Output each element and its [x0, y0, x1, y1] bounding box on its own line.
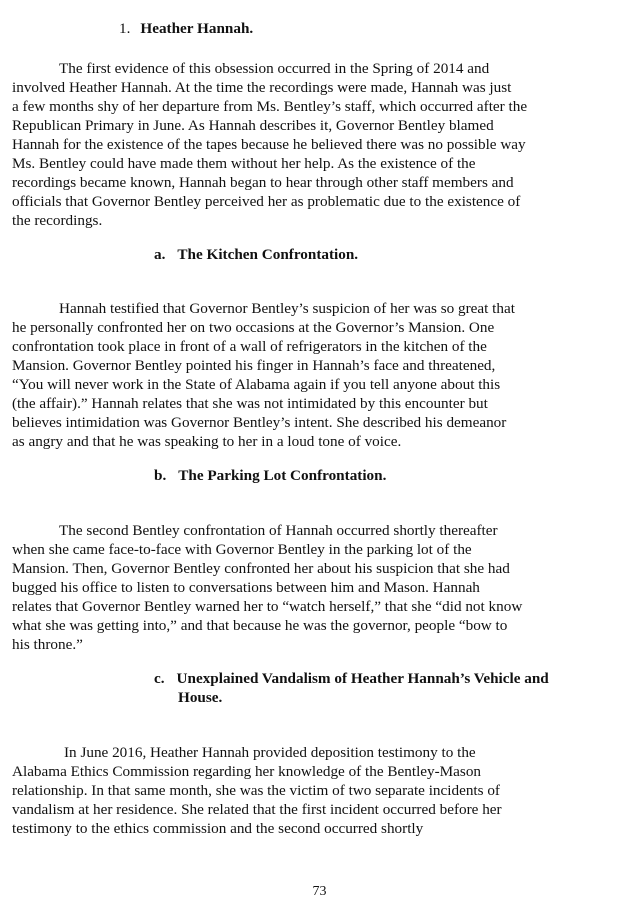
- subheading-title-line2: House.: [178, 689, 223, 706]
- paragraph-line: relates that Governor Bentley warned her to “watch herself,” that she “did not know: [12, 598, 523, 615]
- paragraph-line: relationship. In that same month, she was the victim of two separate incidents of: [12, 782, 500, 799]
- subheading-title-line1: Unexplained Vandalism of Heather Hannah’s Vehicle and: [176, 670, 549, 687]
- paragraph-line: testimony to the ethics commission and the second occurred shortly: [12, 820, 424, 837]
- paragraph-line: (the affair).” Hannah relates that she was not intimidated by this encounter but: [12, 395, 488, 412]
- page-number: 73: [312, 884, 327, 899]
- subheading-unexplained-vandalism-cont: [178, 688, 222, 707]
- subheading-label: c.: [154, 670, 165, 687]
- paragraph-line: believes intimidation was Governor Bentley’s intent. She described his demeanor: [12, 414, 507, 431]
- paragraph-line: recordings became known, Hannah began to hear through other staff members and: [12, 174, 514, 191]
- subheading-label: b.: [154, 467, 167, 484]
- paragraph-line: as angry and that he was speaking to her in a loud tone of voice.: [12, 433, 402, 450]
- subheading-title: The Kitchen Confrontation.: [177, 246, 359, 263]
- paragraph-line: Hannah for the existence of the tapes because he believed there was no possible way: [12, 136, 526, 153]
- paragraph-line: what she was getting into,” and that because he was the governor, people “bow to: [12, 617, 508, 634]
- section-heading-heather-hannah: [119, 19, 253, 38]
- paragraph-line: In June 2016, Heather Hannah provided deposition testimony to the: [64, 744, 476, 761]
- paragraph-line: bugged his office to listen to conversations between him and Mason. Hannah: [12, 579, 480, 596]
- paragraph-line: confrontation took place in front of a wall of refrigerators in the kitchen of the: [12, 338, 487, 355]
- paragraph-line: Hannah testified that Governor Bentley’s suspicion of her was so great that: [59, 300, 515, 317]
- paragraph-line: involved Heather Hannah. At the time the recordings were made, Hannah was just: [12, 79, 512, 96]
- paragraph-line: Alabama Ethics Commission regarding her knowledge of the Bentley-Mason: [12, 763, 482, 780]
- paragraph-line: Republican Primary in June. As Hannah describes it, Governor Bentley blamed: [12, 117, 494, 134]
- subheading-parking-lot-confrontation: [154, 466, 386, 485]
- paragraph-line: a few months shy of her departure from Ms. Bentley’s staff, which occurred after the: [12, 98, 528, 115]
- subheading-title: The Parking Lot Confrontation.: [178, 467, 387, 484]
- subheading-label: a.: [154, 246, 166, 263]
- paragraph-line: Mansion. Then, Governor Bentley confronted her about his suspicion that she had: [12, 560, 510, 577]
- subheading-kitchen-confrontation: [154, 245, 358, 264]
- paragraph-line: “You will never work in the State of Alabama again if you tell anyone about this: [12, 376, 501, 393]
- paragraph-line: Mansion. Governor Bentley pointed his finger in Hannah’s face and threatened,: [12, 357, 496, 374]
- paragraph-line: his throne.”: [12, 636, 83, 653]
- paragraph-line: the recordings.: [12, 212, 103, 229]
- subheading-unexplained-vandalism: [154, 669, 549, 688]
- paragraph-line: Ms. Bentley could have made them without her help. As the existence of the: [12, 155, 476, 172]
- section-title: Heather Hannah.: [140, 20, 254, 37]
- section-number: 1.: [119, 20, 131, 37]
- paragraph-line: The second Bentley confrontation of Hannah occurred shortly thereafter: [59, 522, 498, 539]
- paragraph-line: he personally confronted her on two occasions at the Governor’s Mansion. One: [12, 319, 495, 336]
- paragraph-line: officials that Governor Bentley perceived her as problematic due to the existence of: [12, 193, 521, 210]
- paragraph-line: The first evidence of this obsession occurred in the Spring of 2014 and: [59, 60, 490, 77]
- paragraph-line: when she came face-to-face with Governor Bentley in the parking lot of the: [12, 541, 472, 558]
- paragraph-line: vandalism at her residence. She related that the first incident occurred before her: [12, 801, 502, 818]
